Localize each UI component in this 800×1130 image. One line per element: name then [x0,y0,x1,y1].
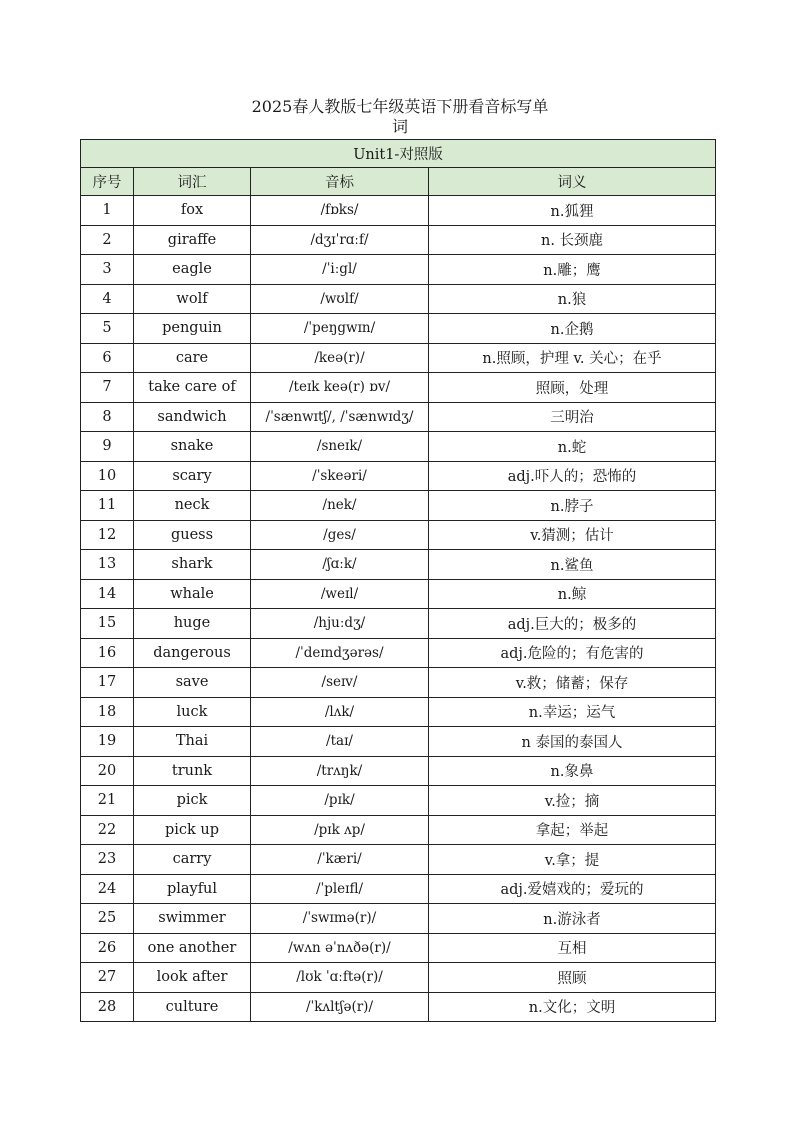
cell-number: 27 [81,963,134,993]
cell-number: 8 [81,402,134,432]
cell-phonetic: /ˈdeɪndʒərəs/ [251,638,429,668]
cell-phonetic: /lʌk/ [251,697,429,727]
header-word: 词汇 [134,168,251,196]
cell-word: save [134,668,251,698]
table-row [81,786,716,816]
table-row [81,815,716,845]
cell-word: penguin [134,314,251,344]
table-row [81,225,716,255]
cell-phonetic: /sneɪk/ [251,432,429,462]
cell-word: care [134,343,251,373]
cell-phonetic: /ˈpeŋgwɪn/ [251,314,429,344]
cell-word: whale [134,579,251,609]
cell-word: guess [134,520,251,550]
cell-meaning: 照顾，处理 [429,373,716,403]
cell-phonetic: /wʊlf/ [251,284,429,314]
cell-meaning: n.照顾，护理 v. 关心；在乎 [429,343,716,373]
table-row [81,904,716,934]
cell-meaning: v.捡；摘 [429,786,716,816]
cell-phonetic: /pɪk/ [251,786,429,816]
cell-meaning: 拿起；举起 [429,815,716,845]
cell-meaning: adj.吓人的；恐怖的 [429,461,716,491]
cell-number: 20 [81,756,134,786]
table-row [81,992,716,1022]
cell-word: fox [134,196,251,226]
cell-phonetic: /taɪ/ [251,727,429,757]
unit-title: Unit1-对照版 [81,140,716,168]
cell-meaning: n.狼 [429,284,716,314]
cell-phonetic: /weɪl/ [251,579,429,609]
cell-number: 9 [81,432,134,462]
cell-word: scary [134,461,251,491]
cell-phonetic: /fɒks/ [251,196,429,226]
cell-number: 22 [81,815,134,845]
table-row [81,343,716,373]
cell-word: eagle [134,255,251,285]
cell-word: sandwich [134,402,251,432]
table-row [81,461,716,491]
vocabulary-table [80,139,716,1022]
cell-phonetic: /ˈsænwɪtʃ/, /ˈsænwɪdʒ/ [251,402,429,432]
cell-word: dangerous [134,638,251,668]
cell-number: 16 [81,638,134,668]
cell-number: 11 [81,491,134,521]
cell-meaning: 三明治 [429,402,716,432]
cell-number: 18 [81,697,134,727]
table-row [81,845,716,875]
cell-number: 1 [81,196,134,226]
cell-number: 23 [81,845,134,875]
cell-meaning: n.企鹅 [429,314,716,344]
table-row [81,933,716,963]
cell-number: 26 [81,933,134,963]
table-header-row [81,168,716,196]
cell-meaning: 互相 [429,933,716,963]
cell-phonetic: /nek/ [251,491,429,521]
table-row [81,609,716,639]
cell-number: 25 [81,904,134,934]
table-row [81,579,716,609]
table-row [81,697,716,727]
cell-word: shark [134,550,251,580]
table-row [81,668,716,698]
cell-number: 28 [81,992,134,1022]
cell-phonetic: /keə(r)/ [251,343,429,373]
cell-meaning: v.拿；提 [429,845,716,875]
table-row [81,638,716,668]
table-row [81,727,716,757]
cell-meaning: n.游泳者 [429,904,716,934]
document-title [0,97,800,137]
table-row [81,284,716,314]
table-row [81,432,716,462]
table-row [81,491,716,521]
table-row [81,373,716,403]
cell-meaning: n.幸运；运气 [429,697,716,727]
cell-meaning: v.救；储蓄；保存 [429,668,716,698]
cell-word: luck [134,697,251,727]
cell-meaning: n.鲨鱼 [429,550,716,580]
cell-word: huge [134,609,251,639]
cell-number: 7 [81,373,134,403]
cell-phonetic: /ʃɑːk/ [251,550,429,580]
cell-meaning: adj.危险的；有危害的 [429,638,716,668]
cell-word: snake [134,432,251,462]
cell-word: playful [134,874,251,904]
cell-number: 24 [81,874,134,904]
cell-meaning: n 泰国的泰国人 [429,727,716,757]
cell-number: 12 [81,520,134,550]
table-row [81,402,716,432]
cell-meaning: adj.爱嬉戏的；爱玩的 [429,874,716,904]
cell-number: 2 [81,225,134,255]
cell-number: 17 [81,668,134,698]
cell-number: 3 [81,255,134,285]
header-meaning: 词义 [429,168,716,196]
table-row [81,196,716,226]
cell-phonetic: /dʒɪˈrɑːf/ [251,225,429,255]
cell-word: look after [134,963,251,993]
cell-phonetic: /wʌn əˈnʌðə(r)/ [251,933,429,963]
table-row [81,255,716,285]
cell-phonetic: /ˈswɪmə(r)/ [251,904,429,934]
cell-word: giraffe [134,225,251,255]
cell-meaning: adj.巨大的；极多的 [429,609,716,639]
cell-number: 13 [81,550,134,580]
cell-word: wolf [134,284,251,314]
cell-number: 14 [81,579,134,609]
cell-number: 19 [81,727,134,757]
cell-word: one another [134,933,251,963]
cell-phonetic: /seɪv/ [251,668,429,698]
unit-title-row [81,140,716,168]
cell-word: carry [134,845,251,875]
cell-phonetic: /pɪk ʌp/ [251,815,429,845]
cell-phonetic: /ˈkæri/ [251,845,429,875]
cell-meaning: n.雕；鹰 [429,255,716,285]
cell-number: 21 [81,786,134,816]
cell-word: culture [134,992,251,1022]
cell-meaning: n.象鼻 [429,756,716,786]
cell-word: pick [134,786,251,816]
cell-meaning: n.蛇 [429,432,716,462]
cell-word: swimmer [134,904,251,934]
cell-phonetic: /lʊk ˈɑːftə(r)/ [251,963,429,993]
cell-phonetic: /ˈpleɪfl/ [251,874,429,904]
table-row [81,550,716,580]
cell-meaning: n.文化；文明 [429,992,716,1022]
cell-meaning: n.鲸 [429,579,716,609]
title-line-2: 词 [391,117,408,136]
cell-number: 10 [81,461,134,491]
cell-phonetic: /ˈkʌltʃə(r)/ [251,992,429,1022]
cell-phonetic: /ˈiːgl/ [251,255,429,285]
header-phonetic: 音标 [251,168,429,196]
cell-word: take care of [134,373,251,403]
cell-number: 4 [81,284,134,314]
table-row [81,756,716,786]
cell-phonetic: /teɪk keə(r) ɒv/ [251,373,429,403]
cell-phonetic: /ges/ [251,520,429,550]
cell-number: 5 [81,314,134,344]
table-row [81,520,716,550]
cell-number: 15 [81,609,134,639]
cell-phonetic: /ˈskeəri/ [251,461,429,491]
cell-number: 6 [81,343,134,373]
cell-word: trunk [134,756,251,786]
cell-word: neck [134,491,251,521]
table-row [81,314,716,344]
cell-meaning: n.脖子 [429,491,716,521]
cell-meaning: v.猜测；估计 [429,520,716,550]
header-number: 序号 [81,168,134,196]
table-row [81,874,716,904]
table-row [81,963,716,993]
cell-word: pick up [134,815,251,845]
cell-meaning: n. 长颈鹿 [429,225,716,255]
title-line-1: 2025春人教版七年级英语下册看音标写单 [251,97,549,116]
cell-phonetic: /trʌŋk/ [251,756,429,786]
table-body [81,196,716,1022]
cell-phonetic: /hjuːdʒ/ [251,609,429,639]
cell-meaning: 照顾 [429,963,716,993]
cell-meaning: n.狐狸 [429,196,716,226]
cell-word: Thai [134,727,251,757]
